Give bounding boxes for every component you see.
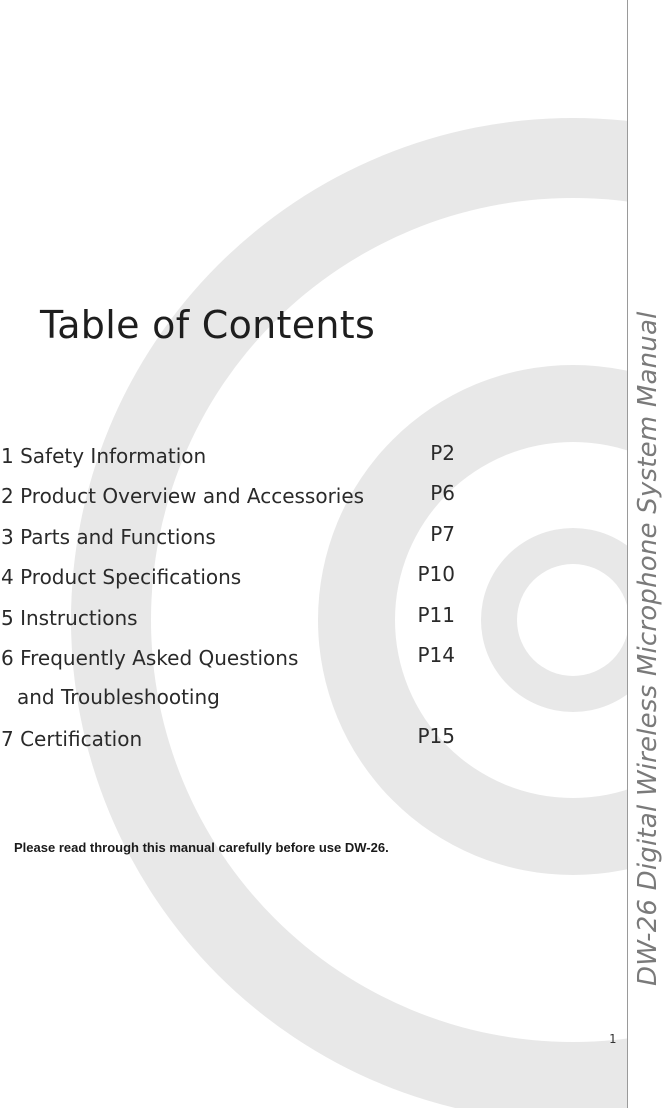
toc-entry-label: 6 Frequently Asked Questions	[1, 646, 299, 670]
toc-entry-page: P10	[417, 562, 455, 586]
toc-entry-label: 5 Instructions	[1, 606, 138, 630]
toc-entry-page: P2	[430, 441, 455, 465]
toc-entry-label: 4 Product Specifications	[1, 565, 242, 589]
right-edge-rule	[627, 0, 628, 1108]
ring-inner-gap	[517, 564, 629, 676]
toc-entry-label: 1 Safety Information	[1, 444, 207, 468]
read-manual-note: Please read through this manual carefully before use DW-26.	[14, 840, 389, 855]
toc-title: Table of Contents	[40, 303, 376, 347]
page-number: 1	[609, 1032, 617, 1046]
toc-entry-page: P7	[430, 522, 455, 546]
toc-entry-page: P11	[417, 603, 455, 627]
toc-entry-label-continued: and Troubleshooting	[17, 685, 220, 709]
toc-entry-label: 7 Certification	[1, 727, 143, 751]
toc-entry-label: 3 Parts and Functions	[1, 525, 216, 549]
toc-entry-page: P6	[430, 481, 455, 505]
toc-entry-label: 2 Product Overview and Accessories	[1, 484, 365, 508]
side-manual-title: DW-26 Digital Wireless Microphone System Manual	[633, 311, 663, 986]
toc-entry-page: P14	[417, 643, 455, 667]
toc-entry-page: P15	[417, 724, 455, 748]
